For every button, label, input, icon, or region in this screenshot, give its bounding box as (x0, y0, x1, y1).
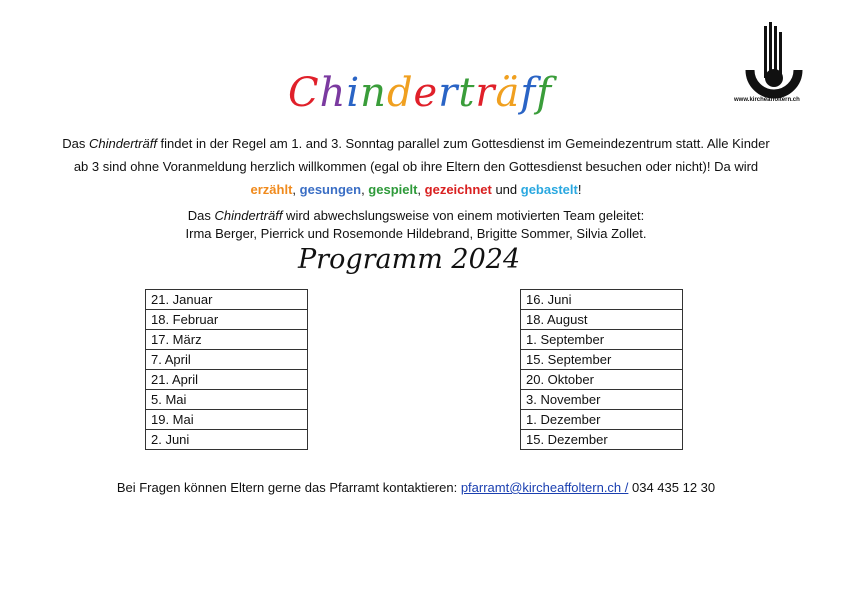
date-cell: 19. Mai (146, 410, 308, 430)
email-link[interactable]: pfarramt@kircheaffoltern.ch / (460, 480, 629, 495)
title-letter: i (346, 70, 361, 116)
date-cell: 1. Dezember (521, 410, 683, 430)
table-row (146, 390, 308, 410)
title-letter: ä (495, 70, 521, 116)
table-row (146, 310, 308, 330)
date-cell: 17. März (146, 330, 308, 350)
date-cell: 21. April (146, 370, 308, 390)
title-letter: n (360, 70, 387, 116)
logo-url: www.kircheaffoltern.ch (734, 97, 800, 103)
date-cell: 1. September (521, 330, 683, 350)
title-letter: C (288, 70, 320, 116)
title-letter: h (319, 70, 347, 116)
activity-word: gezeichnet (424, 182, 492, 197)
title-letter: e (413, 70, 439, 116)
team-paragraph: Das Chinderträff wird abwechslungsweise von einem motivierten Team geleitet: Irma Berger, Pierrick und Rosemonde Hildebrand, Brigitte Sommer, Silvia Zollet. (185, 208, 647, 241)
dates-table-left (145, 289, 308, 450)
date-cell: 3. November (521, 390, 683, 410)
title-letter: r (438, 70, 459, 116)
date-cell: 21. Januar (146, 290, 308, 310)
contact-line: Bei Fragen können Eltern gerne das Pfarramt kontaktieren: pfarramt@kircheaffoltern.ch / 034 435 12 30 (116, 480, 716, 495)
date-cell: 7. April (146, 350, 308, 370)
church-logo-icon (734, 22, 814, 106)
date-cell: 15. Dezember (521, 430, 683, 450)
table-row (521, 330, 683, 350)
date-cell: 15. September (521, 350, 683, 370)
title-letter: r (475, 70, 496, 116)
title-letter: t (458, 70, 476, 116)
table-row (146, 430, 308, 450)
title-letter: f (520, 70, 537, 116)
dates-table-right (520, 289, 683, 450)
table-row (521, 350, 683, 370)
date-cell: 20. Oktober (521, 370, 683, 390)
table-row (146, 370, 308, 390)
table-row (521, 370, 683, 390)
title-letter: d (386, 70, 414, 116)
activity-word: gebastelt (520, 182, 578, 197)
intro-paragraph: Das Chinderträff findet in der Regel am 1. and 3. Sonntag parallel zum Gottesdienst im Gemeindezentrum statt. Alle Kinder ab 3 sind ohne Voranmeldung herzlich willkommen (egal ob ihre Eltern den Gottesdienst besuchen oder nicht)! Da wird erzählt, gesungen, gespielt, gezeichnet und gebastelt! (62, 136, 770, 197)
team-members: Irma Berger, Pierrick und Rosemonde Hildebrand, Brigitte Sommer, Silvia Zollet. (185, 226, 647, 241)
program-title: Programm 2024 (298, 244, 521, 275)
title-letter: f (536, 70, 553, 116)
table-row (521, 390, 683, 410)
table-row (146, 410, 308, 430)
date-cell: 18. August (521, 310, 683, 330)
table-row (146, 330, 308, 350)
activity-word: gespielt (368, 182, 418, 197)
date-cell: 5. Mai (146, 390, 308, 410)
date-cell: 16. Juni (521, 290, 683, 310)
table-row (521, 310, 683, 330)
table-row (146, 350, 308, 370)
date-cell: 2. Juni (146, 430, 308, 450)
table-row (521, 290, 683, 310)
table-row (521, 410, 683, 430)
page-title (288, 70, 552, 116)
table-row (521, 430, 683, 450)
activity-word: gesungen (299, 182, 362, 197)
table-row (146, 290, 308, 310)
activity-word: erzählt (250, 182, 293, 197)
date-cell: 18. Februar (146, 310, 308, 330)
